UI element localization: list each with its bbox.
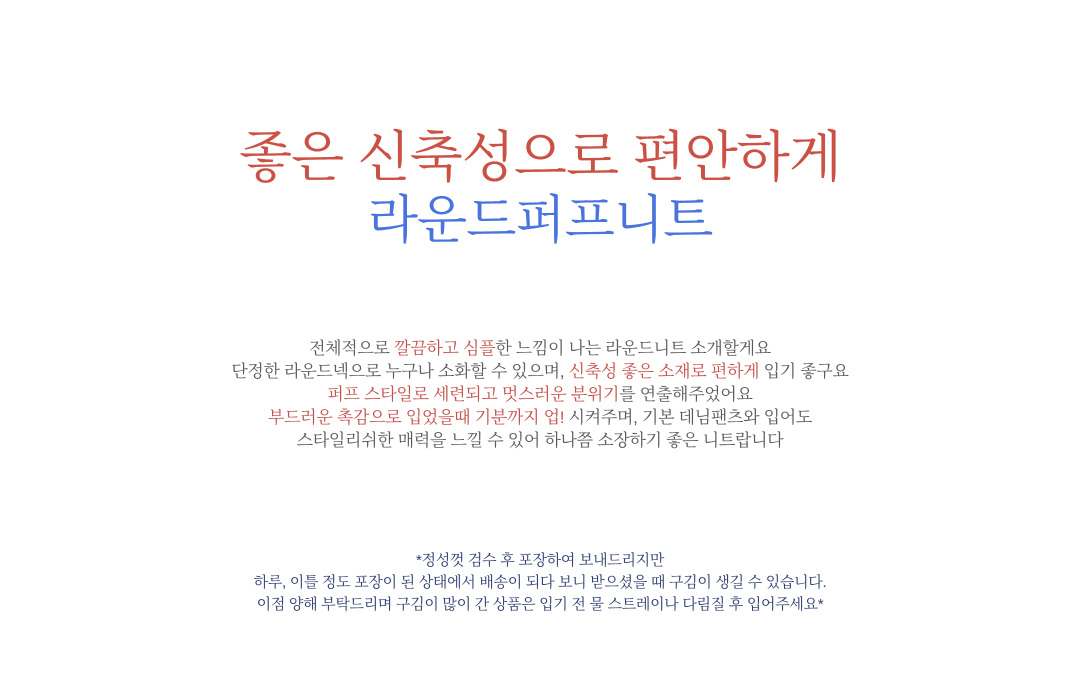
description-accent-text: 깔끔하고 심플 xyxy=(394,339,496,358)
description-accent-text: 퍼프 스타일로 세련되고 멋스러운 분위기 xyxy=(327,385,620,404)
headline-red: 좋은 신축성으로 편안하게 xyxy=(239,126,841,188)
description-accent-text: 신축성 좋은 소재로 편하게 xyxy=(568,362,760,381)
shipping-note xyxy=(0,550,1080,616)
description-text: 단정한 라운드넥으로 누구나 소화할 수 있으며, xyxy=(231,362,569,381)
shipping-note-line: 이점 양해 부탁드리며 구김이 많이 간 상품은 입기 전 물 스트레이나 다림질 후 입어주세요* xyxy=(256,596,824,613)
description-line xyxy=(0,406,1080,429)
description-line xyxy=(0,383,1080,406)
description-paragraph xyxy=(0,337,1080,452)
description-text: 스타일리쉬한 매력을 느낄 수 있어 하나쯤 소장하기 좋은 니트랍니다 xyxy=(296,431,784,450)
description-text: 한 느낌이 나는 라운드니트 소개할게요 xyxy=(495,339,771,358)
headline-block xyxy=(0,124,1080,252)
description-text: 시켜주며, 기본 데님팬츠와 입어도 xyxy=(564,408,813,427)
description-line xyxy=(0,337,1080,360)
description-text: 전체적으로 xyxy=(309,339,395,358)
headline-blue: 라운드퍼프니트 xyxy=(367,192,713,250)
shipping-note-line: *정성껏 검수 후 포장하여 보내드리지만 xyxy=(415,552,665,569)
description-text: 입기 좋구요 xyxy=(759,362,849,381)
description-line xyxy=(0,360,1080,383)
shipping-note-line: 하루, 이틀 정도 포장이 된 상태에서 배송이 되다 보니 받으셨을 때 구김이 생길 수 있습니다. xyxy=(253,574,827,591)
description-line xyxy=(0,429,1080,452)
description-text: 를 연출해주었어요 xyxy=(619,385,753,404)
description-accent-text: 부드러운 촉감으로 입었을때 기분까지 업! xyxy=(267,408,565,427)
